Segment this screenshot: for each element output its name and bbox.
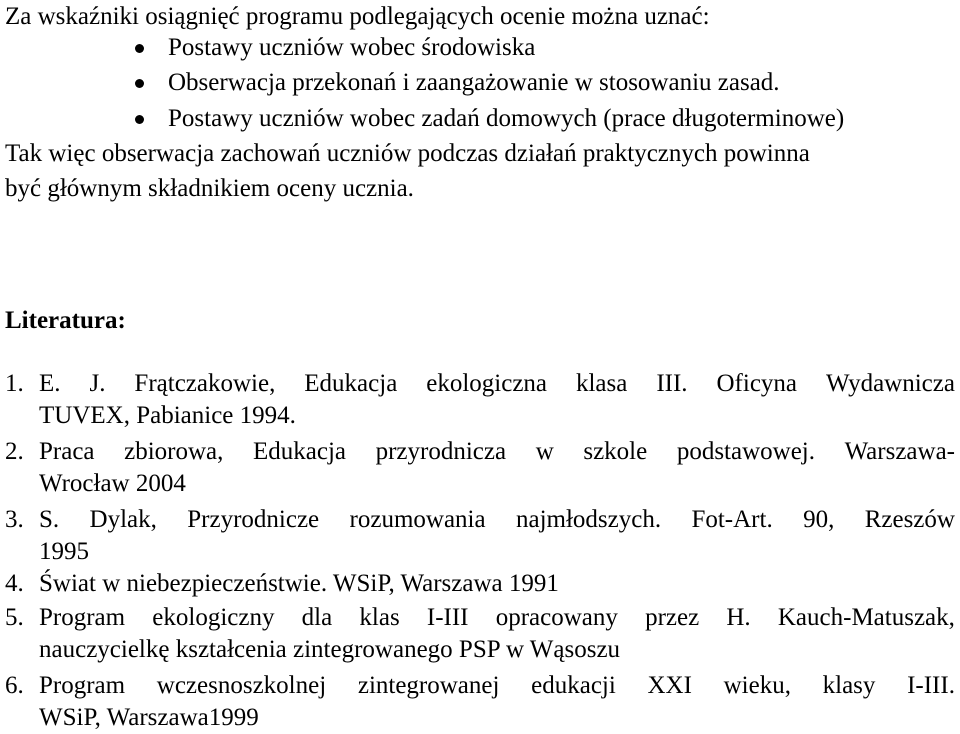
reference-line (39, 504, 955, 536)
word: rozumowania (349, 506, 486, 533)
reference-body (39, 436, 955, 500)
word: klas (359, 604, 400, 631)
bullet-icon (135, 115, 144, 124)
word: 90, (803, 506, 835, 533)
word: dla (301, 604, 333, 631)
reference-line: Wrocław 2004 (39, 470, 186, 497)
reference-number: 2. (5, 438, 24, 465)
reference-line (39, 670, 955, 702)
reference-line (39, 602, 955, 634)
bullet-icon (135, 44, 144, 53)
reference-number: 3. (5, 506, 24, 533)
word: najmłodszych. (515, 506, 662, 533)
word: Przyrodnicze (187, 506, 320, 533)
word: ekologiczny (152, 604, 275, 631)
conclusion-line-1: Tak więc obserwacja zachowań uczniów podczas działań praktycznych powinna (5, 140, 810, 167)
bullet-icon (135, 79, 144, 88)
reference-line: TUVEX, Pabianice 1994. (39, 402, 296, 429)
word: Dylak, (89, 506, 157, 533)
word: Frątczakowie, (134, 370, 276, 397)
word: Warszawa- (844, 438, 955, 465)
word: III. (656, 370, 688, 397)
word: edukacji (531, 672, 616, 699)
word: opracowany (495, 604, 618, 631)
reference-number: 4. (5, 570, 24, 597)
word: Oficyna (716, 370, 798, 397)
word: przyrodnicza (375, 438, 507, 465)
word: klasy (822, 672, 876, 699)
word: przez (645, 604, 700, 631)
reference-line (39, 368, 955, 400)
word: ekologiczna (426, 370, 548, 397)
reference-body (39, 670, 955, 734)
word: wczesnoszkolnej (156, 672, 327, 699)
reference-body (39, 568, 955, 600)
reference-line (39, 436, 955, 468)
word: XXI (647, 672, 692, 699)
literature-heading: Literatura: (5, 307, 126, 334)
word: zintegrowanej (357, 672, 500, 699)
reference-number: 1. (5, 370, 24, 397)
word: I-III (426, 604, 469, 631)
word: H. (726, 604, 751, 631)
reference-line: nauczycielkę kształcenia zintegrowanego PSP w Wąsoszu (39, 636, 621, 663)
word: w (535, 438, 554, 465)
reference-line: WSiP, Warszawa1999 (39, 704, 259, 731)
word: wieku, (723, 672, 791, 699)
intro-text: Za wskaźniki osiągnięć programu podlegających ocenie można uznać: (5, 3, 710, 30)
bullet-text-1: Postawy uczniów wobec środowiska (168, 34, 536, 61)
word: podstawowej. (676, 438, 815, 465)
word: Fot-Art. (691, 506, 773, 533)
word: Edukacja (304, 370, 398, 397)
reference-line: Świat w niebezpieczeństwie. WSiP, Warszawa 1991 (39, 570, 559, 597)
word: zbiorowa, (124, 438, 224, 465)
word: Rzeszów (864, 506, 955, 533)
word: Wydawnicza (825, 370, 955, 397)
reference-line: 1995 (39, 538, 89, 565)
word: Edukacja (253, 438, 347, 465)
word: E. (39, 370, 61, 397)
reference-number: 6. (5, 672, 24, 699)
bullet-text-2: Obserwacja przekonań i zaangażowanie w stosowaniu zasad. (168, 69, 780, 96)
reference-number: 5. (5, 604, 24, 631)
word: Program (39, 604, 126, 631)
word: J. (89, 370, 106, 397)
conclusion-line-2: być głównym składnikiem oceny ucznia. (5, 175, 414, 202)
word: klasa (575, 370, 628, 397)
reference-body (39, 504, 955, 568)
word: S. (39, 506, 60, 533)
word: Program (39, 672, 126, 699)
word: szkole (583, 438, 648, 465)
word: Kauch-Matuszak, (777, 604, 955, 631)
word: Praca (39, 438, 95, 465)
reference-body (39, 368, 955, 432)
reference-body (39, 602, 955, 666)
word: I-III. (907, 672, 955, 699)
bullet-text-3: Postawy uczniów wobec zadań domowych (prace długoterminowe) (168, 105, 845, 132)
